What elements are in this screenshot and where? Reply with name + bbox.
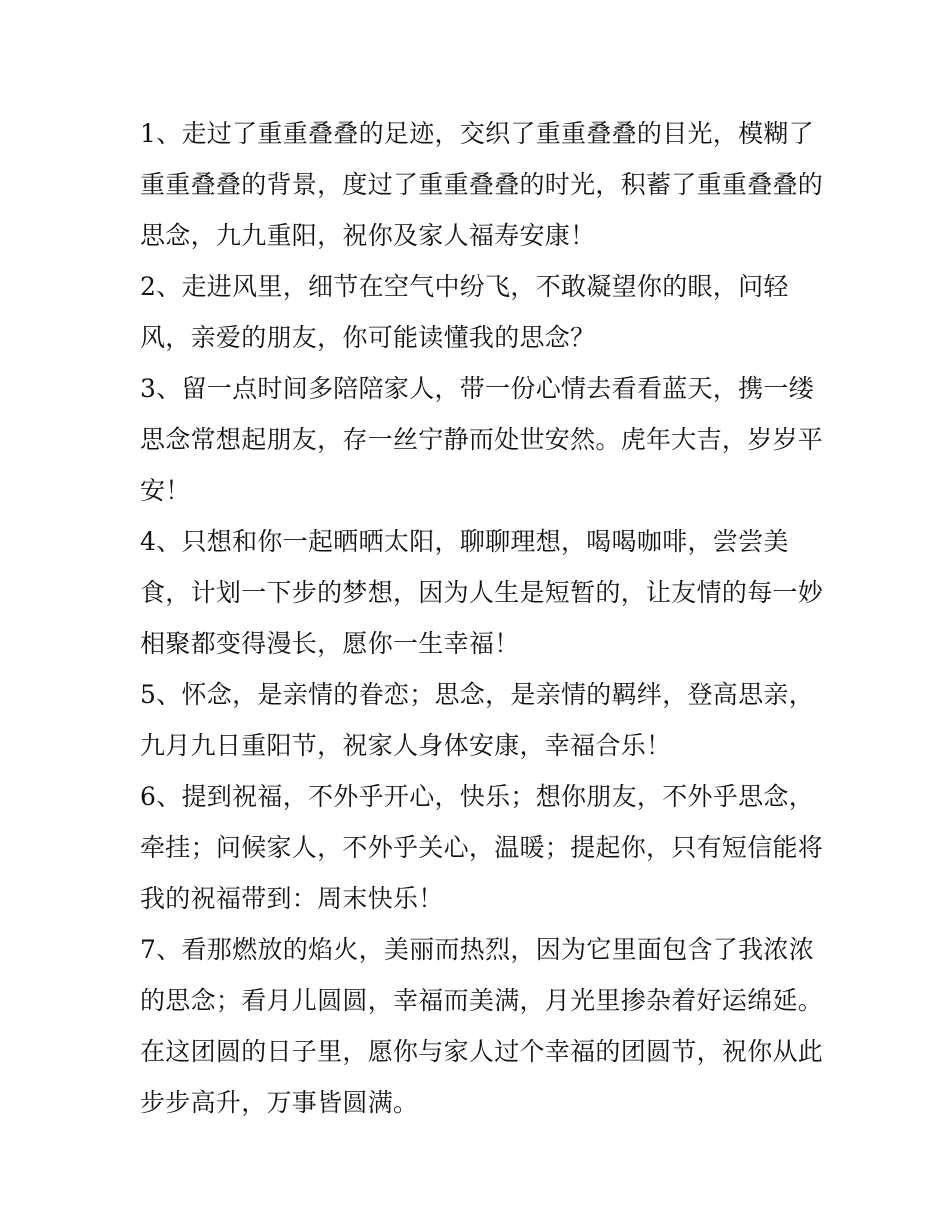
text-line-2: 重重叠叠的背景，度过了重重叠叠的时光，积蓄了重重叠叠的	[140, 170, 824, 199]
text-line-9: 4、只想和你一起晒晒太阳，聊聊理想，喝喝咖啡，尝尝美	[140, 527, 789, 556]
text-line-18: 的思念；看月儿圆圆，幸福而美满，月光里掺杂着好运绵延。	[140, 986, 824, 1015]
text-line-10: 食，计划一下步的梦想，因为人生是短暂的，让友情的每一妙	[140, 578, 824, 607]
text-line-14: 6、提到祝福，不外乎开心，快乐；想你朋友，不外乎思念，	[140, 782, 815, 811]
document-body	[140, 108, 824, 1128]
text-line-5: 风，亲爱的朋友，你可能读懂我的思念？	[140, 323, 596, 352]
text-line-8: 安！	[140, 476, 191, 505]
text-line-17: 7、看那燃放的焰火，美丽而热烈，因为它里面包含了我浓浓	[140, 935, 815, 964]
text-line-3: 思念，九九重阳，祝你及家人福寿安康！	[140, 221, 596, 250]
text-line-11: 相聚都变得漫长，愿你一生幸福！	[140, 629, 520, 658]
text-line-1: 1、走过了重重叠叠的足迹，交织了重重叠叠的目光，模糊了	[140, 119, 815, 148]
text-line-6: 3、留一点时间多陪陪家人，带一份心情去看看蓝天，携一缕	[140, 374, 815, 403]
text-line-12: 5、怀念，是亲情的眷恋；思念，是亲情的羁绊，登高思亲，	[140, 680, 815, 709]
text-line-7: 思念常想起朋友，存一丝宁静而处世安然。虎年大吉，岁岁平	[140, 425, 824, 454]
text-line-19: 在这团圆的日子里，愿你与家人过个幸福的团圆节，祝你从此	[140, 1037, 824, 1066]
text-line-4: 2、走进风里，细节在空气中纷飞，不敢凝望你的眼，问轻	[140, 272, 789, 301]
text-line-16: 我的祝福带到：周末快乐！	[140, 884, 444, 913]
text-line-15: 牵挂；问候家人，不外乎关心，温暖；提起你，只有短信能将	[140, 833, 824, 862]
text-line-13: 九月九日重阳节，祝家人身体安康，幸福合乐！	[140, 731, 672, 760]
text-line-20: 步步高升，万事皆圆满。	[140, 1088, 419, 1117]
